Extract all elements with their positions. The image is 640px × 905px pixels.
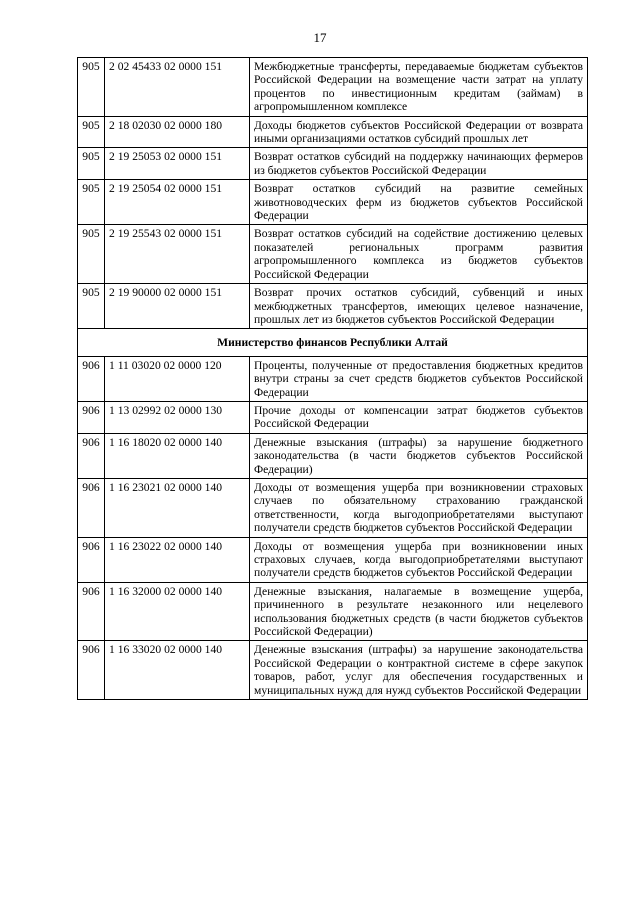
budget-code-cell: 1 16 23021 02 0000 140 <box>105 478 250 537</box>
revenue-codes-table <box>77 57 588 700</box>
admin-code-cell: 905 <box>78 148 105 180</box>
admin-code-cell: 905 <box>78 180 105 225</box>
revenue-name-cell: Денежные взыскания (штрафы) за нарушение бюджетного законодательства (в части бюджетов субъектов Российской Федерации) <box>250 433 588 478</box>
section-title: Министерство финансов Республики Алтай <box>78 329 588 356</box>
admin-code-cell: 905 <box>78 116 105 148</box>
table-row <box>78 582 588 641</box>
table-row <box>78 284 588 329</box>
revenue-name-cell: Денежные взыскания, налагаемые в возмещение ущерба, причиненного в результате незаконного или нецелевого использования бюджетных средств (в части бюджетов субъектов Российской Федерации) <box>250 582 588 641</box>
budget-code-cell: 2 02 45433 02 0000 151 <box>105 58 250 117</box>
budget-code-cell: 2 18 02030 02 0000 180 <box>105 116 250 148</box>
revenue-name-cell: Денежные взыскания (штрафы) за нарушение законодательства Российской Федерации о контрактной системе в сфере закупок товаров, работ, услуг для обеспечения государственных и муниципальных нужд для нужд субъектов Российской Федерации <box>250 641 588 700</box>
admin-code-cell: 905 <box>78 284 105 329</box>
section-header-row <box>78 329 588 356</box>
revenue-name-cell: Возврат остатков субсидий на поддержку начинающих фермеров из бюджетов субъектов Российской Федерации <box>250 148 588 180</box>
budget-code-cell: 1 16 33020 02 0000 140 <box>105 641 250 700</box>
table-row <box>78 356 588 401</box>
budget-code-cell: 2 19 25054 02 0000 151 <box>105 180 250 225</box>
table-row <box>78 641 588 700</box>
revenue-name-cell: Возврат остатков субсидий на содействие достижению целевых показателей региональных программ развития агропромышленного комплекса из бюджетов субъектов Российской Федерации <box>250 225 588 284</box>
admin-code-cell: 905 <box>78 225 105 284</box>
budget-code-cell: 1 16 23022 02 0000 140 <box>105 537 250 582</box>
admin-code-cell: 905 <box>78 58 105 117</box>
admin-code-cell: 906 <box>78 356 105 401</box>
revenue-name-cell: Доходы от возмещения ущерба при возникновении страховых случаев по обязательному страхованию гражданской ответственности, когда выгодоприобретателями выступают получатели средств бюджетов субъектов Российской Федерации <box>250 478 588 537</box>
admin-code-cell: 906 <box>78 582 105 641</box>
revenue-name-cell: Межбюджетные трансферты, передаваемые бюджетам субъектов Российской Федерации на возмещение части затрат на уплату процентов по инвестиционным кредитам (займам) в агропромышленном комплексе <box>250 58 588 117</box>
admin-code-cell: 906 <box>78 537 105 582</box>
table-row <box>78 433 588 478</box>
table-row <box>78 148 588 180</box>
admin-code-cell: 906 <box>78 478 105 537</box>
page-number: 17 <box>313 30 327 45</box>
admin-code-cell: 906 <box>78 433 105 478</box>
budget-code-cell: 1 11 03020 02 0000 120 <box>105 356 250 401</box>
revenue-name-cell: Возврат прочих остатков субсидий, субвенций и иных межбюджетных трансфертов, имеющих целевое назначение, прошлых лет из бюджетов субъектов Российской Федерации <box>250 284 588 329</box>
table-row <box>78 478 588 537</box>
table-row <box>78 537 588 582</box>
admin-code-cell: 906 <box>78 641 105 700</box>
table-row <box>78 180 588 225</box>
revenue-name-cell: Возврат остатков субсидий на развитие семейных животноводческих ферм из бюджетов субъектов Российской Федерации <box>250 180 588 225</box>
table-row <box>78 225 588 284</box>
revenue-name-cell: Прочие доходы от компенсации затрат бюджетов субъектов Российской Федерации <box>250 401 588 433</box>
budget-code-cell: 1 13 02992 02 0000 130 <box>105 401 250 433</box>
budget-code-cell: 1 16 32000 02 0000 140 <box>105 582 250 641</box>
budget-code-cell: 2 19 90000 02 0000 151 <box>105 284 250 329</box>
table-body <box>78 58 588 700</box>
table-row <box>78 401 588 433</box>
admin-code-cell: 906 <box>78 401 105 433</box>
table-row <box>78 116 588 148</box>
revenue-name-cell: Проценты, полученные от предоставления бюджетных кредитов внутри страны за счет средств бюджетов субъектов Российской Федерации <box>250 356 588 401</box>
revenue-name-cell: Доходы от возмещения ущерба при возникновении иных страховых случаев, когда выгодоприобретателями выступают получатели средств бюджетов субъектов Российской Федерации <box>250 537 588 582</box>
table-row <box>78 58 588 117</box>
budget-code-cell: 2 19 25543 02 0000 151 <box>105 225 250 284</box>
revenue-name-cell: Доходы бюджетов субъектов Российской Федерации от возврата иными организациями остатков субсидий прошлых лет <box>250 116 588 148</box>
budget-code-cell: 1 16 18020 02 0000 140 <box>105 433 250 478</box>
budget-code-cell: 2 19 25053 02 0000 151 <box>105 148 250 180</box>
